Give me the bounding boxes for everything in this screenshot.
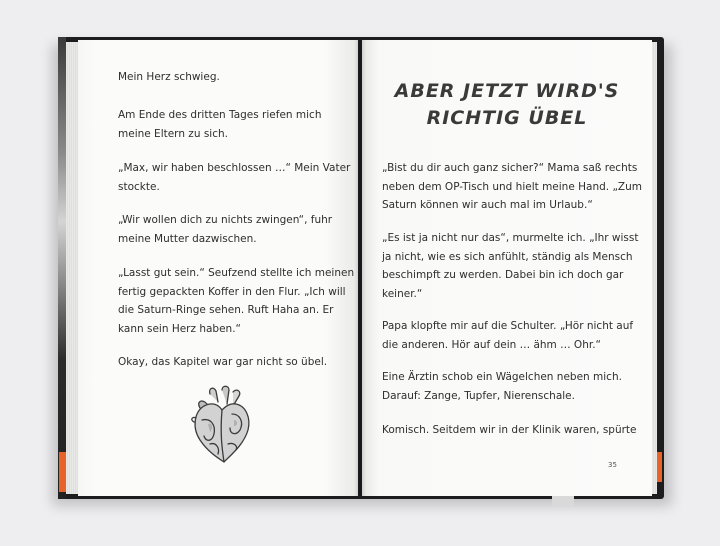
right-paragraph-1: „Bist du dir auch ganz sicher?“ Mama saß rechts neben dem OP-Tisch und hielt meine Hand. „Zum Saturn können wir auch mal im Urlaub.“ [382,162,642,211]
cover-accent-left [59,452,66,492]
left-paragraph-6: Okay, das Kapitel war gar nicht so übel. [118,356,328,368]
left-paragraph-2: Am Ende des dritten Tages riefen mich meine Eltern zu sich. [118,109,322,140]
cover-spine-edge [58,37,66,499]
anatomical-heart-icon [188,384,254,464]
page-number: 35 [608,461,617,469]
page-stack-left [66,42,78,494]
right-paragraph-2: „Es ist ja nicht nur das“, murmelte ich. „Ihr wisst ja nicht, wie es sich anfühlt, ständig als Mensch beschimpft zu werden. Dabei bin ich doch gar keiner.“ [382,232,639,300]
left-paragraph-1: Mein Herz schwieg. [118,71,220,83]
right-paragraph-4: Eine Ärztin schob ein Wägelchen neben mich. Darauf: Zange, Tupfer, Nierenschale. [382,371,622,402]
left-paragraph-4: „Wir wollen dich zu nichts zwingen“, fuhr meine Mutter dazwischen. [118,214,333,245]
book-gutter [354,40,366,496]
chapter-heading: ABER JETZT WIRD'S RICHTIG ÜBEL [394,80,620,129]
right-paragraph-5: Komisch. Seitdem wir in der Klinik waren, spürte [382,424,637,436]
page-stack-right [652,42,657,494]
right-page[interactable] [362,40,652,496]
left-page[interactable] [78,40,358,496]
left-paragraph-5: „Lasst gut sein.“ Seufzend stellte ich meinen fertig gepackten Koffer in den Flur. „Ich will die Saturn-Ringe sehen. Ruft Haha an. Er kann sein Herz haben.“ [118,267,355,335]
left-paragraph-3: „Max, wir haben beschlossen …“ Mein Vater stockte. [118,162,351,193]
right-paragraph-3: Papa klopfte mir auf die Schulter. „Hör nicht auf die anderen. Hör auf dein … ähm … Ohr.“ [382,320,634,351]
